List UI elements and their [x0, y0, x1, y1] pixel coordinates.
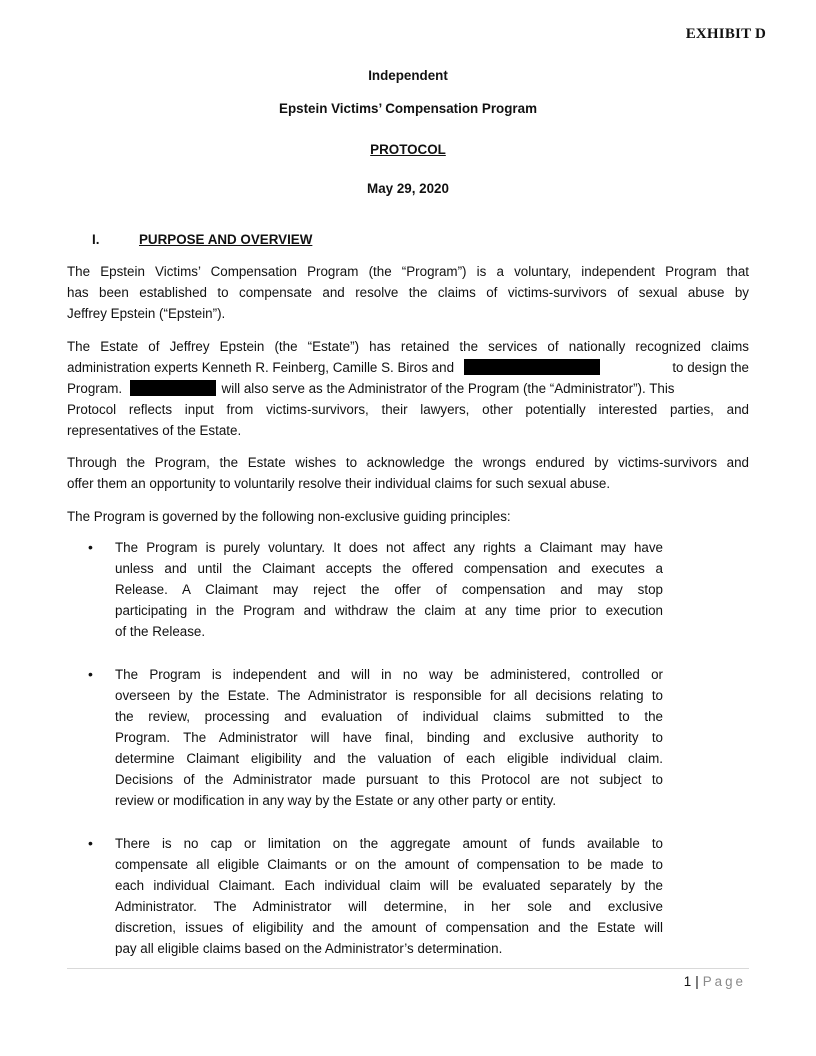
page-label: Page — [702, 974, 746, 989]
text-line: Administrator. The Administrator will determine, in her sole and exclusive — [115, 899, 663, 914]
protocol-heading: PROTOCOL — [370, 142, 446, 157]
text-line: representatives of the Estate. — [67, 423, 242, 438]
text-line: of the Release. — [115, 624, 206, 639]
section-title: PURPOSE AND OVERVIEW — [139, 232, 313, 247]
text-line — [67, 378, 749, 399]
text-line: discretion, issues of eligibility and the amount of compensation and the Estate will — [115, 920, 663, 935]
text-segment: will also serve as the Administrator of the Program (the “Administrator”). This — [221, 381, 675, 396]
text-line: offer them an opportunity to voluntarily resolve their individual claims for such sexual abuse. — [67, 476, 611, 491]
document-date: May 29, 2020 — [367, 181, 449, 196]
exhibit-label: EXHIBIT D — [685, 26, 766, 42]
text-line: The Program is governed by the following non-exclusive guiding principles: — [67, 509, 511, 524]
bullet-icon: • — [88, 835, 93, 851]
text-segment: to design the — [672, 360, 749, 375]
text-line: There is no cap or limitation on the aggregate amount of funds available to — [115, 836, 663, 851]
paragraph-principles-intro — [67, 506, 749, 527]
redaction-box — [464, 359, 600, 375]
title-line-1: Independent — [368, 68, 448, 83]
bullet-icon: • — [88, 666, 93, 682]
bullet-item-no-cap — [88, 833, 663, 959]
title-line-2: Epstein Victims’ Compensation Program — [279, 101, 537, 116]
section-number: I. — [92, 232, 100, 247]
text-line: determine Claimant eligibility and the valuation of each eligible individual claim. — [115, 751, 663, 766]
paragraph-acknowledge — [67, 452, 749, 494]
bullet-item-independent — [88, 664, 663, 811]
text-line: overseen by the Estate. The Administrator is responsible for all decisions relating to — [115, 688, 663, 703]
page-footer — [684, 974, 746, 989]
text-line: The Program is purely voluntary. It does not affect any rights a Claimant may have — [115, 540, 663, 555]
footer-separator: | — [695, 974, 699, 989]
text-line: Protocol reflects input from victims-survivors, their lawyers, other potentially interested parties, and — [67, 402, 749, 417]
text-line: Program. The Administrator will have final, binding and exclusive authority to — [115, 730, 663, 745]
footer-divider — [67, 968, 749, 969]
text-line: the review, processing and evaluation of individual claims submitted to the — [115, 709, 663, 724]
text-line: Decisions of the Administrator made pursuant to this Protocol are not subject to — [115, 772, 663, 787]
text-line: The Epstein Victims’ Compensation Program (the “Program”) is a voluntary, independent Program that — [67, 264, 749, 279]
text-line: Through the Program, the Estate wishes to acknowledge the wrongs endured by victims-survivors and — [67, 455, 749, 470]
paragraph-estate — [67, 336, 749, 441]
text-line: The Estate of Jeffrey Epstein (the “Estate”) has retained the services of nationally recognized claims — [67, 339, 749, 354]
redaction-box — [130, 380, 216, 396]
text-segment: Program. — [67, 381, 123, 396]
text-line: unless and until the Claimant accepts the offered compensation and executes a — [115, 561, 663, 576]
text-line: Release. A Claimant may reject the offer of compensation and may stop — [115, 582, 663, 597]
bullet-item-voluntary — [88, 537, 663, 642]
text-line: has been established to compensate and resolve the claims of victims-survivors of sexual abuse by — [67, 285, 749, 300]
text-segment: administration experts Kenneth R. Feinberg, Camille S. Biros and — [67, 360, 455, 375]
section-heading — [92, 232, 312, 247]
text-line: Jeffrey Epstein (“Epstein”). — [67, 306, 226, 321]
text-line: review or modification in any way by the Estate or any other party or entity. — [115, 793, 557, 808]
text-line: The Program is independent and will in no way be administered, controlled or — [115, 667, 663, 682]
page-number: 1 — [683, 974, 692, 989]
paragraph-program-intro — [67, 261, 749, 324]
text-line: each individual Claimant. Each individual claim will be evaluated separately by the — [115, 878, 663, 893]
text-line: participating in the Program and withdraw the claim at any time prior to execution — [115, 603, 663, 618]
bullet-icon: • — [88, 539, 93, 555]
text-line: pay all eligible claims based on the Administrator’s determination. — [115, 941, 503, 956]
text-line: compensate all eligible Claimants or on the amount of compensation to be made to — [115, 857, 663, 872]
text-line — [67, 357, 749, 378]
